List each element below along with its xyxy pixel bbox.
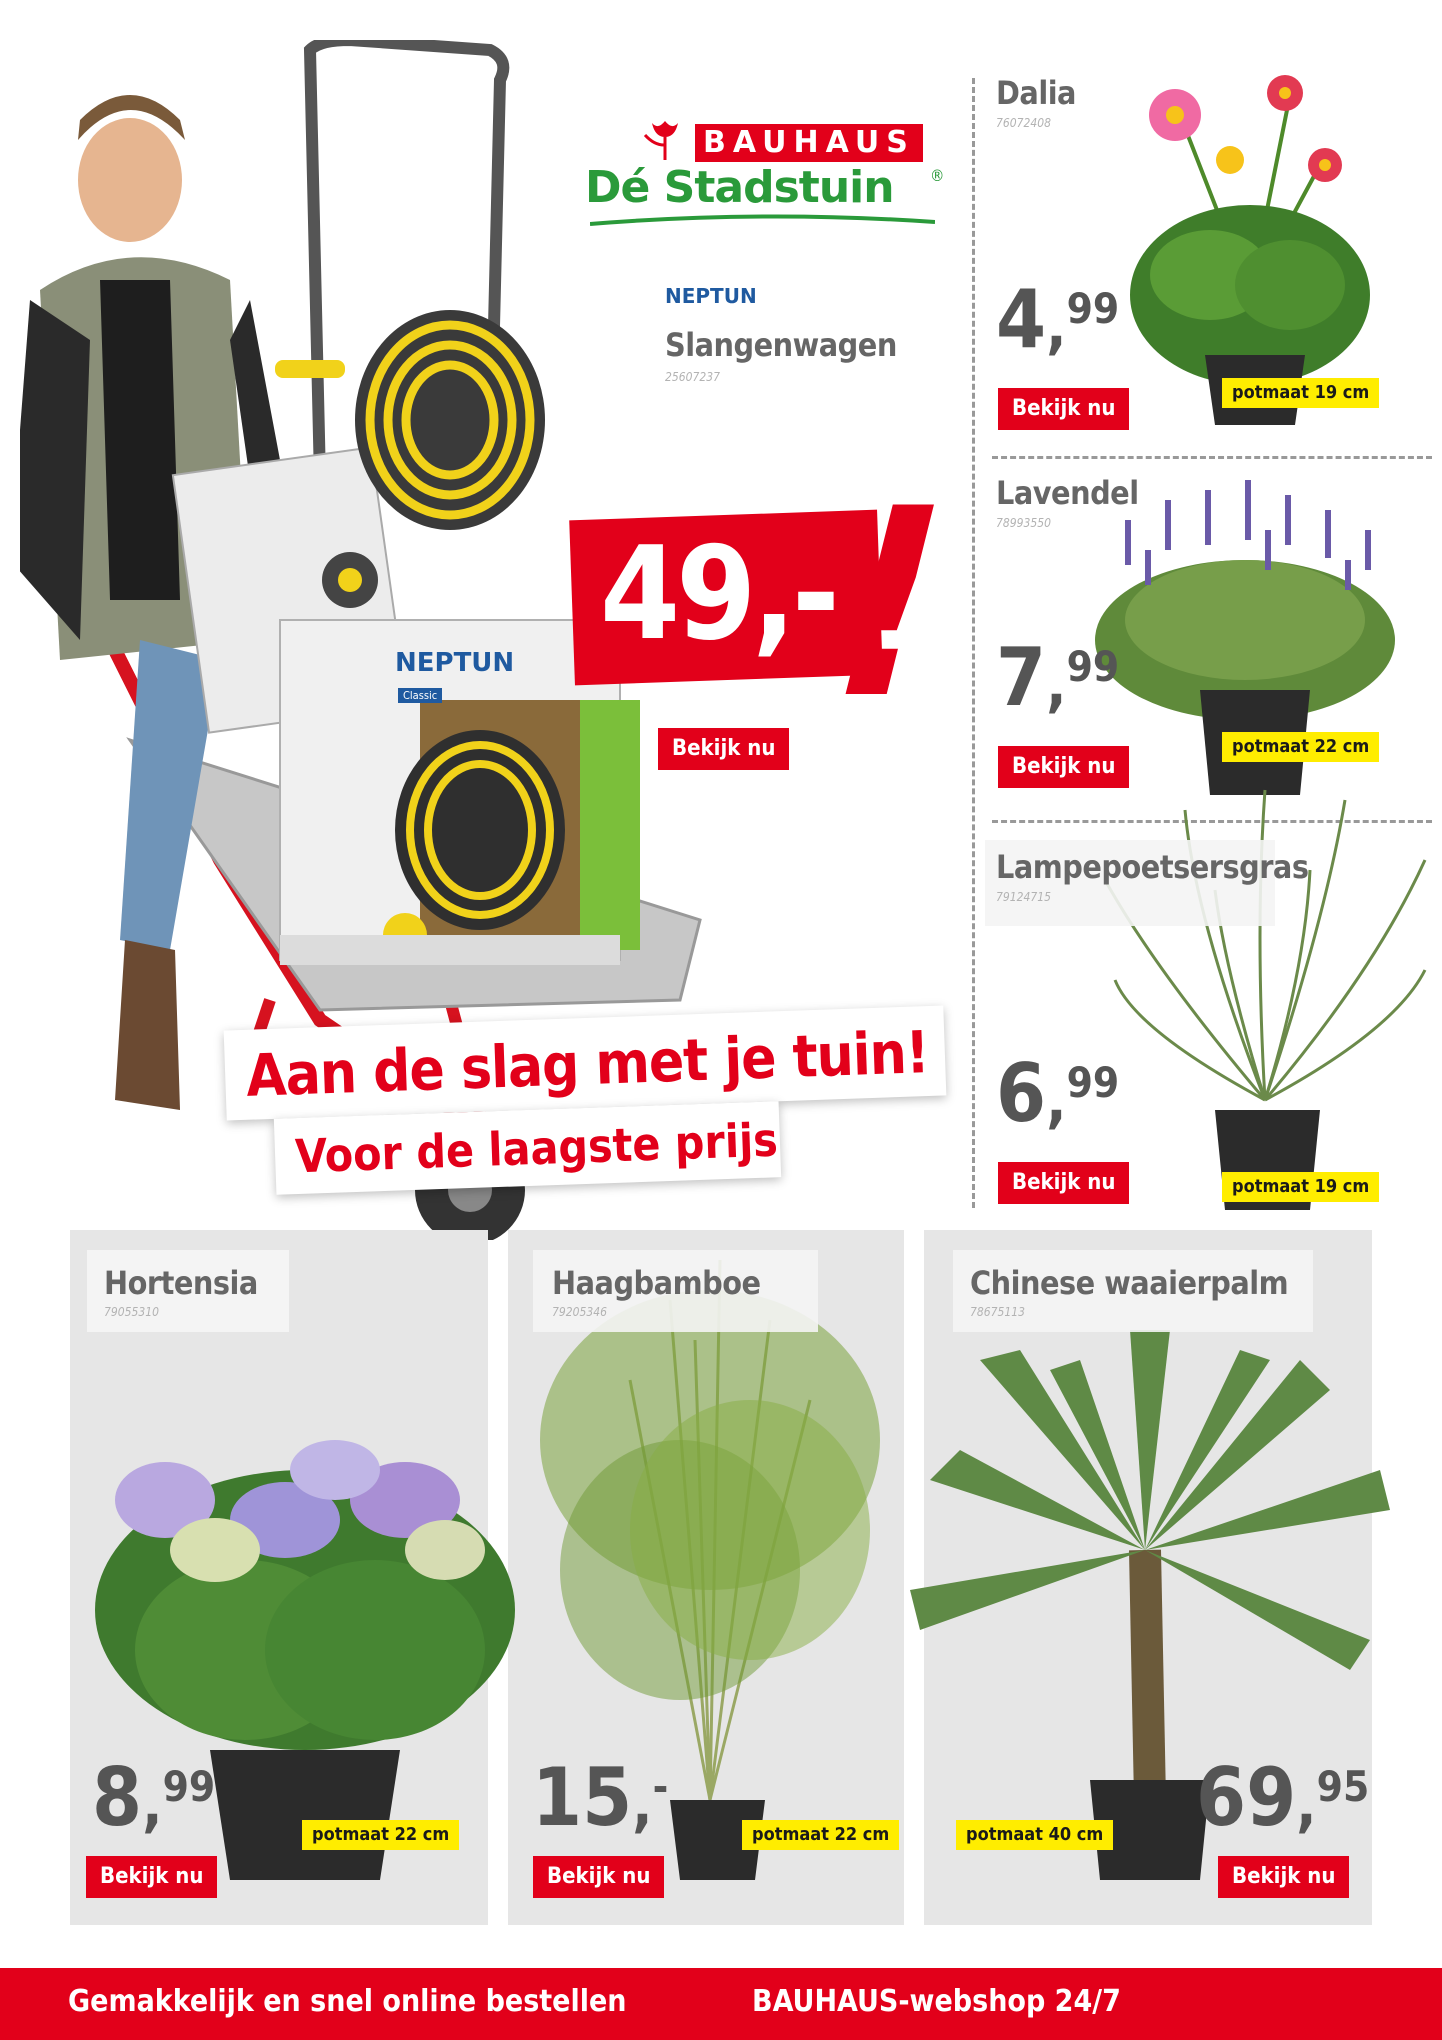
bottom-pot-size-3: potmaat 40 cm bbox=[956, 1820, 1113, 1850]
side-price-2: 7,99 bbox=[996, 631, 1120, 724]
bauhaus-logo bbox=[585, 110, 945, 225]
registered-mark: ® bbox=[930, 166, 945, 185]
side-article-3: 79124715 bbox=[996, 890, 1051, 904]
bottom-product-name-3: Chinese waaierpalm bbox=[970, 1264, 1289, 1302]
hero-exclamation: ! bbox=[797, 454, 980, 756]
bottom-pot-size-1: potmaat 22 cm bbox=[302, 1820, 459, 1850]
side-bekijk-button-1[interactable]: Bekijk nu bbox=[998, 388, 1129, 430]
side-product-name-1: Dalia bbox=[996, 74, 1076, 112]
hero-product-name: Slangenwagen bbox=[665, 326, 897, 364]
headline-text: Aan de slag met je tuin! bbox=[245, 1018, 930, 1110]
tulip-logo-icon bbox=[640, 115, 690, 165]
bauhaus-wordmark: BAUHAUS bbox=[695, 124, 923, 162]
subheadline-text: Voor de laagste prijs bbox=[294, 1112, 779, 1184]
lampepoetsersgras-plant-image bbox=[1095, 770, 1435, 1220]
stadstuin-wordmark: Dé Stadstuin bbox=[585, 162, 894, 213]
logo-swoosh bbox=[590, 214, 935, 226]
bottom-product-name-1: Hortensia bbox=[104, 1264, 258, 1302]
bottom-article-3: 78675113 bbox=[970, 1305, 1025, 1319]
bottom-price-3: 69,95 bbox=[1196, 1751, 1370, 1844]
neptun-logo: NEPTUN bbox=[665, 284, 757, 308]
side-price-3: 6,99 bbox=[996, 1047, 1120, 1140]
box-series-label: Classic bbox=[398, 688, 442, 703]
hero-article-number: 25607237 bbox=[665, 370, 720, 384]
side-price-1: 4,99 bbox=[996, 273, 1120, 366]
hero-bekijk-button[interactable]: Bekijk nu bbox=[658, 728, 789, 770]
side-bekijk-button-3[interactable]: Bekijk nu bbox=[998, 1162, 1129, 1204]
side-product-name-3: Lampepoetsersgras bbox=[996, 848, 1309, 886]
side-pot-size-3: potmaat 19 cm bbox=[1222, 1172, 1379, 1202]
side-pot-size-2: potmaat 22 cm bbox=[1222, 732, 1379, 762]
bottom-price-1: 8,99 bbox=[92, 1751, 216, 1844]
bottom-pot-size-2: potmaat 22 cm bbox=[742, 1820, 899, 1850]
footer-left-text[interactable]: Gemakkelijk en snel online bestellen bbox=[68, 1984, 627, 2019]
bottom-bekijk-button-1[interactable]: Bekijk nu bbox=[86, 1856, 217, 1898]
side-article-1: 76072408 bbox=[996, 116, 1051, 130]
box-brand-label: NEPTUN bbox=[395, 648, 515, 678]
side-pot-size-1: potmaat 19 cm bbox=[1222, 378, 1379, 408]
bottom-article-1: 79055310 bbox=[104, 1305, 159, 1319]
footer-right-text[interactable]: BAUHAUS-webshop 24/7 bbox=[752, 1984, 1121, 2019]
bottom-price-2: 15,- bbox=[532, 1751, 669, 1844]
side-product-name-2: Lavendel bbox=[996, 474, 1139, 512]
side-column-divider bbox=[972, 78, 975, 1208]
bottom-article-2: 79205346 bbox=[552, 1305, 607, 1319]
bottom-product-name-2: Haagbamboe bbox=[552, 1264, 761, 1302]
bottom-bekijk-button-3[interactable]: Bekijk nu bbox=[1218, 1856, 1349, 1898]
side-article-2: 78993550 bbox=[996, 516, 1051, 530]
side-divider-1 bbox=[992, 456, 1432, 459]
side-bekijk-button-2[interactable]: Bekijk nu bbox=[998, 746, 1129, 788]
bottom-bekijk-button-2[interactable]: Bekijk nu bbox=[533, 1856, 664, 1898]
hero-price: 49,- bbox=[600, 520, 836, 669]
